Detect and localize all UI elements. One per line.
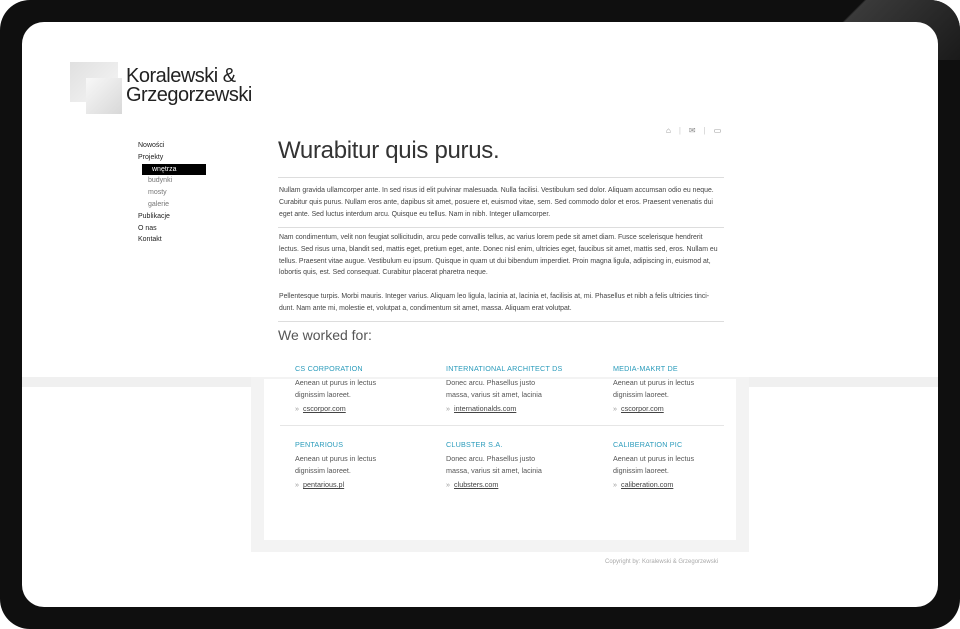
divider [278,177,724,178]
folder-icon[interactable]: ▭ [713,126,722,135]
divider [278,321,724,322]
arrow-icon: » [613,404,617,414]
divider [278,227,724,228]
client-link[interactable]: pentarious.pl [303,480,345,490]
page-title: Wurabitur quis purus. [278,137,500,164]
client-name: CALIBERATION PIC [613,440,683,449]
nav-item-projekty[interactable]: Projekty [138,153,164,161]
client-name: PENTARIOUS [295,440,344,449]
client-description: Donec arcu. Phasellus justo massa, varius sit amet, lacinia [446,453,542,475]
arrow-icon: » [295,404,299,414]
client-link[interactable]: internationalds.com [454,404,517,414]
nav-item-publikacje[interactable]: Publikacje [138,212,170,220]
client-name: MEDIA-MAKRT DE [613,364,678,373]
client-card [295,363,405,415]
client-description: Aenean ut purus in lectus dignissim laoreet. [613,453,695,475]
nav-item-galerie[interactable]: galerie [148,200,170,208]
client-description: Donec arcu. Phasellus justo massa, varius sit amet, lacinia [446,377,542,399]
client-link[interactable]: clubsters.com [454,480,499,490]
nav-item-budynki[interactable]: budynki [148,177,173,185]
sidebar-nav [138,140,206,246]
screen [22,22,938,607]
arrow-icon: » [446,404,450,414]
paragraph-3: Pellentesque turpis. Morbi mauris. Integer varius. Aliquam leo ligula, lacinia at, lacinia et, facilisis at, mi. Phasellus et nibh a felis ultricies tinci-dunt. Nam ante mi, molestie et, volutpat a, condimentum sit amet, massa. Aliquam erat volutpat. [279,293,710,312]
worked-for-heading: We worked for: [278,327,372,343]
client-name: INTERNATIONAL ARCHITECT DS [446,364,563,373]
top-icon-bar [662,126,725,135]
client-description: Aenean ut purus in lectus dignissim laoreet. [295,453,377,475]
divider [280,425,724,426]
mail-icon[interactable]: ✉ [688,126,696,135]
client-name: CS CORPORATION [295,364,363,373]
client-link[interactable]: cscorpor.com [621,404,664,414]
logo-text [126,67,252,105]
client-card [295,439,405,491]
nav-item-nowosci[interactable]: Nowości [138,142,165,149]
client-link[interactable]: caliberation.com [621,480,674,490]
paragraph-2: Nam condimentum, velit non feugiat sollicitudin, arcu pede convallis tellus, ac varius lorem pede sit amet diam. Fusce scelerisque hendrerit lectus. Sed risus urna, blandit sed, mattis eget, pretium eget, ante. Donec nisl enim, ultricies eget, faucibus sit amet, mattis sed, eros. Nullam eu tellus. Praesent vitae augue. Vestibulum eu ipsum. Quisque in quam ut dui bibendum imperdiet. Proin magna ligula, adipiscing in, euismod at, lobortis quis, est. Sed consequat. Curabitur placerat pharetra neque. [279,234,718,277]
client-card [446,439,556,491]
nav-item-mosty[interactable]: mosty [148,189,167,197]
paragraph-1: Nullam gravida ullamcorper ante. In sed risus id elit pulvinar malesuada. Nulla facilisi. Vestibulum sed dolor. Aliquam accumsan odio eu neque. Curabitur quis purus. Nullam eros ante, dapibus sit amet, posuere et, euismod vitae, sem. Sed commodo dolor et eros. Praesent venenatis dui eget ante. Sed luctus interdum arcu. Quisque eu tellus. Nam in nibh. Integer ullamcorper. [279,187,714,218]
client-card [613,439,723,491]
logo-line-2: Grzegorzewski [126,84,252,106]
arrow-icon: » [613,480,617,490]
client-card [613,363,723,415]
icon-separator: | [703,126,706,135]
client-description: Aenean ut purus in lectus dignissim laoreet. [613,377,695,399]
home-icon[interactable]: ⌂ [666,126,671,135]
client-description: Aenean ut purus in lectus dignissim laoreet. [295,377,377,399]
icon-separator: | [678,126,681,135]
client-link[interactable]: cscorpor.com [303,404,346,414]
copyright: Copyright by: Koralewski & Grzegorzewski [605,559,719,565]
client-name: CLUBSTER S.A. [446,440,503,449]
logo[interactable] [70,62,270,122]
nav-item-kontakt[interactable]: Kontakt [138,236,162,244]
logo-line-1: Koralewski & [126,65,236,87]
arrow-icon: » [295,480,299,490]
nav-item-o-nas[interactable]: O nas [138,224,157,232]
client-card [446,363,563,415]
arrow-icon: » [446,480,450,490]
logo-square-icon [86,78,122,114]
nav-item-wnetrza[interactable]: wnętrza [142,164,206,176]
